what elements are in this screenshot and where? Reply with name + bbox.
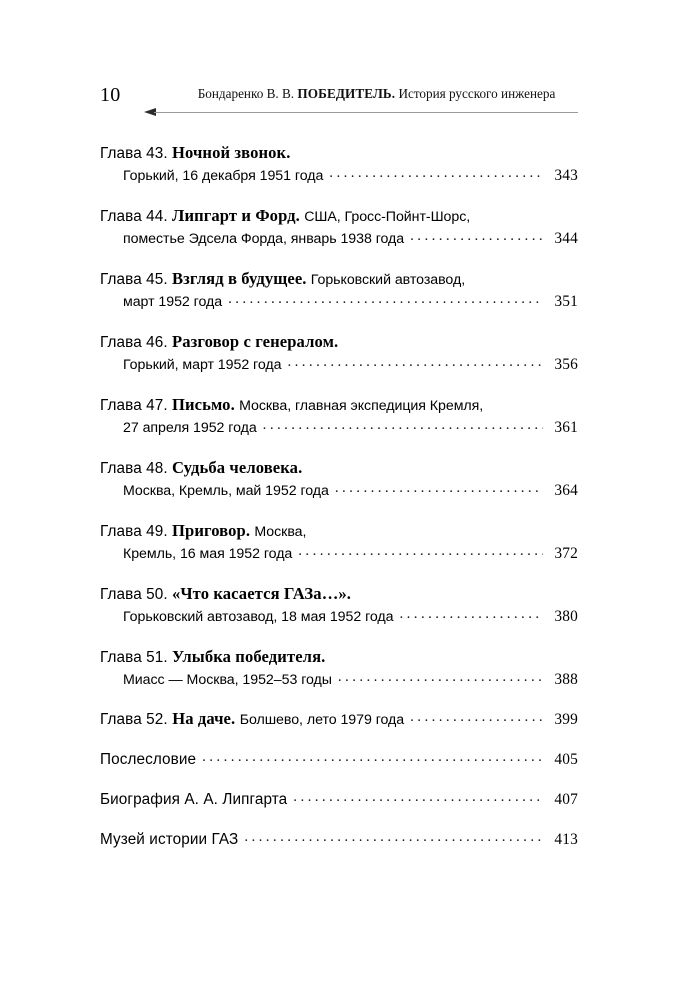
chapter-title: «Что касается ГАЗа…». xyxy=(171,584,352,603)
running-head-text xyxy=(175,86,578,101)
chapter-detail: Кремль, 16 мая 1952 года xyxy=(123,546,293,562)
toc-entry-heading xyxy=(100,457,578,480)
toc-entry[interactable] xyxy=(100,331,578,376)
chapter-label: Глава 43. xyxy=(100,145,168,162)
running-head-rule xyxy=(144,108,578,117)
chapter-label: Глава 52. xyxy=(100,711,168,728)
chapter-label: Глава 51. xyxy=(100,649,168,666)
chapter-label: Глава 49. xyxy=(100,523,168,540)
chapter-label: Глава 45. xyxy=(100,271,168,288)
toc-leader-row xyxy=(100,291,578,313)
toc-entry-heading xyxy=(100,394,578,417)
horizontal-rule xyxy=(154,112,578,114)
toc-page-number: 364 xyxy=(554,482,578,499)
toc-entry-heading xyxy=(100,205,578,228)
dot-leader xyxy=(228,292,543,306)
toc-entry-heading xyxy=(100,268,578,291)
toc-entry-title: Музей истории ГАЗ xyxy=(100,831,239,848)
toc-leader-row xyxy=(100,829,578,851)
toc-leader-row xyxy=(100,606,578,628)
dot-leader xyxy=(410,229,543,243)
chapter-subtitle: Болшево, лето 1979 года xyxy=(239,712,405,728)
chapter-title: Разговор с генералом. xyxy=(171,332,339,351)
chapter-subtitle: Москва, xyxy=(254,524,307,540)
chapter-label: Глава 47. xyxy=(100,397,168,414)
chapter-detail: Москва, Кремль, май 1952 года xyxy=(123,483,329,499)
toc-page-number: 356 xyxy=(554,356,578,373)
toc-page-number: 413 xyxy=(554,831,578,848)
toc-page-number: 372 xyxy=(554,545,578,562)
table-of-contents xyxy=(100,142,578,869)
toc-page-number: 351 xyxy=(554,293,578,310)
chapter-label: Глава 48. xyxy=(100,460,168,477)
toc-page-number: 399 xyxy=(554,711,578,728)
toc-entry[interactable] xyxy=(100,394,578,439)
toc-leader-row xyxy=(100,789,578,811)
toc-entry[interactable] xyxy=(100,205,578,250)
toc-page-number: 344 xyxy=(554,230,578,247)
running-head-title: ПОБЕДИТЕЛЬ. xyxy=(297,86,396,101)
dot-leader xyxy=(202,750,543,764)
chapter-subtitle: Горьковский автозавод, xyxy=(310,272,466,288)
toc-entry-heading xyxy=(100,583,578,606)
chapter-subtitle: США, Гросс-Пойнт-Шорс, xyxy=(304,209,471,225)
chapter-title: Улыбка победителя. xyxy=(171,647,326,666)
running-head xyxy=(100,84,578,118)
running-head-subtitle: История русского инженера xyxy=(395,86,556,101)
toc-leader-row xyxy=(100,709,578,731)
toc-leader-row xyxy=(100,669,578,691)
toc-page-number: 405 xyxy=(554,751,578,768)
chapter-title: Судьба человека. xyxy=(171,458,303,477)
toc-page-number: 388 xyxy=(554,671,578,688)
chapter-detail: март 1952 года xyxy=(123,294,223,310)
dot-leader xyxy=(244,830,543,844)
dot-leader xyxy=(263,418,543,432)
toc-entry[interactable] xyxy=(100,142,578,187)
toc-leader-row xyxy=(100,749,578,771)
toc-page-number: 407 xyxy=(554,791,578,808)
toc-entry[interactable] xyxy=(100,268,578,313)
dot-leader xyxy=(410,710,543,724)
toc-leader-row xyxy=(100,354,578,376)
toc-entry[interactable] xyxy=(100,709,578,731)
dot-leader xyxy=(293,790,543,804)
chapter-detail: Горький, март 1952 года xyxy=(123,357,282,373)
chapter-title: Липгарт и Форд. xyxy=(171,206,300,225)
toc-entry-title: Послесловие xyxy=(100,751,197,768)
chapter-detail: Горьковский автозавод, 18 мая 1952 года xyxy=(123,609,394,625)
chapter-label: Глава 50. xyxy=(100,586,168,603)
dot-leader xyxy=(329,166,543,180)
dot-leader xyxy=(287,355,543,369)
toc-entry-heading xyxy=(100,142,578,165)
toc-entry[interactable] xyxy=(100,457,578,502)
chapter-title: Приговор. xyxy=(171,521,251,540)
toc-page-number: 343 xyxy=(554,167,578,184)
toc-page-number: 380 xyxy=(554,608,578,625)
toc-leader-row xyxy=(100,543,578,565)
dot-leader xyxy=(338,670,543,684)
toc-entry[interactable] xyxy=(100,520,578,565)
toc-leader-row xyxy=(100,480,578,502)
chapter-detail: Миасс — Москва, 1952–53 годы xyxy=(123,672,332,688)
toc-leader-row xyxy=(100,165,578,187)
toc-entry[interactable] xyxy=(100,583,578,628)
running-head-author: Бондаренко В. В. xyxy=(197,86,298,101)
toc-entry[interactable] xyxy=(100,829,578,851)
dot-leader xyxy=(400,607,544,621)
chapter-detail: 27 апреля 1952 года xyxy=(123,420,257,436)
chapter-subtitle: Москва, главная экспедиция Кремля, xyxy=(239,398,484,414)
toc-entry-title: Биография А. А. Липгарта xyxy=(100,791,288,808)
toc-entry-heading xyxy=(100,646,578,669)
toc-entry[interactable] xyxy=(100,789,578,811)
toc-entry-heading xyxy=(100,520,578,543)
chapter-label: Глава 46. xyxy=(100,334,168,351)
dot-leader xyxy=(335,481,543,495)
toc-leader-row xyxy=(100,228,578,250)
chapter-title: Взгляд в будущее. xyxy=(171,269,307,288)
toc-entry-heading xyxy=(100,709,404,729)
chapter-title: Ночной звонок. xyxy=(171,143,291,162)
chapter-title: На даче. xyxy=(172,709,236,728)
toc-entry[interactable] xyxy=(100,646,578,691)
toc-entry-heading xyxy=(100,331,578,354)
chapter-title: Письмо. xyxy=(171,395,235,414)
chapter-detail: поместье Эдсела Форда, январь 1938 года xyxy=(123,231,405,247)
toc-leader-row xyxy=(100,417,578,439)
toc-entry[interactable] xyxy=(100,749,578,771)
chapter-label: Глава 44. xyxy=(100,208,168,225)
toc-page-number: 361 xyxy=(554,419,578,436)
dot-leader xyxy=(298,544,543,558)
chapter-detail: Горький, 16 декабря 1951 года xyxy=(123,168,324,184)
page-folio-number: 10 xyxy=(100,84,121,106)
